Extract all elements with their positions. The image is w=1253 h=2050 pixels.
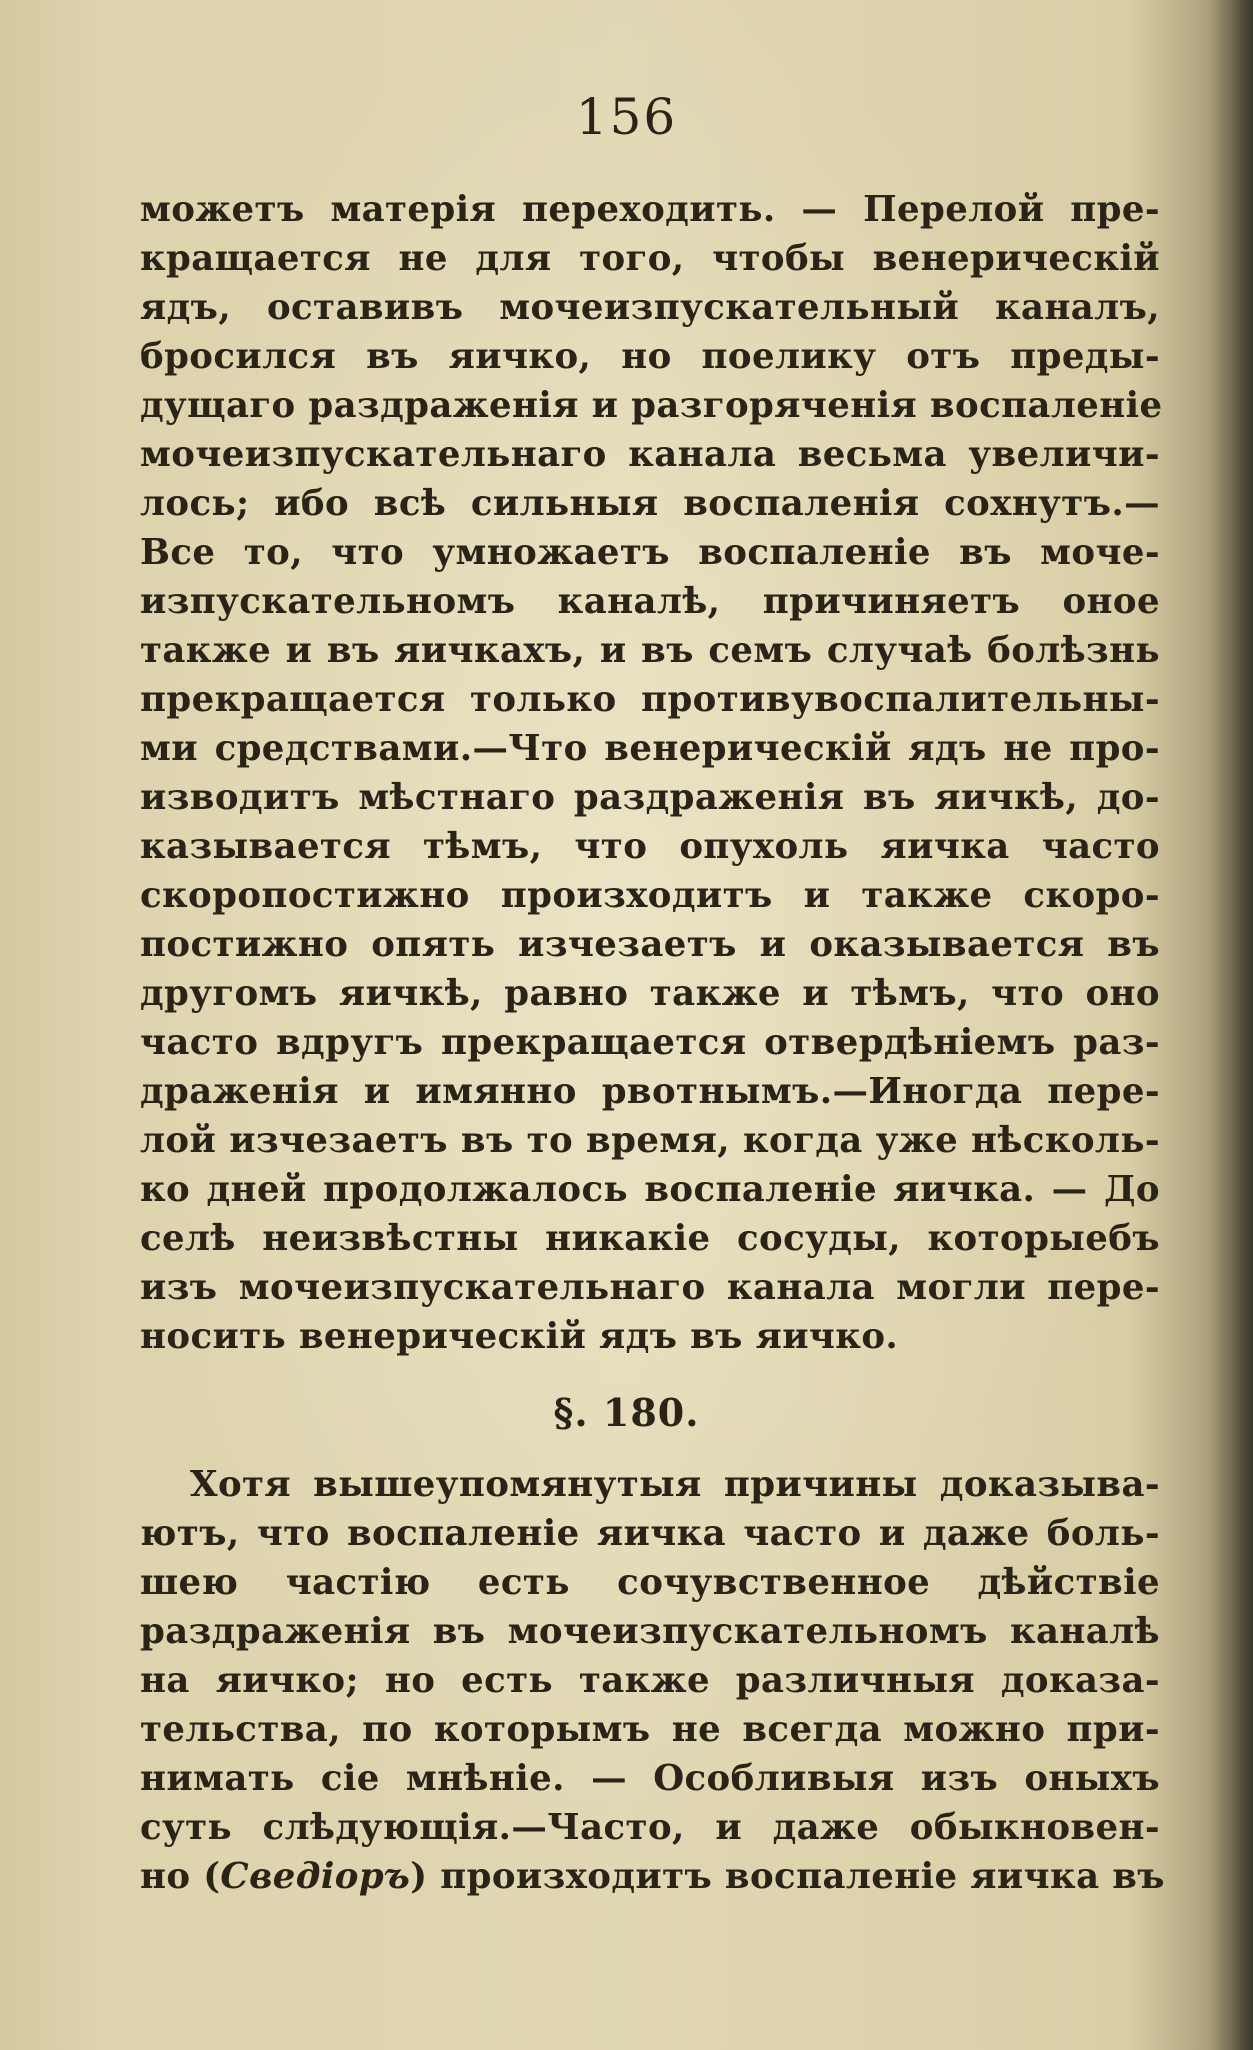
text-line: изпускательномъ каналѣ, причиняетъ оное <box>140 581 1160 622</box>
text-line: часто вдругъ прекращается отвердѣніемъ раз- <box>140 1022 1160 1063</box>
text-line: прекращается только противувоспалительны- <box>140 679 1160 720</box>
paragraph-section-180 <box>140 1460 1165 1901</box>
page-edge-shadow <box>1207 0 1253 2050</box>
text-line-final <box>140 1852 1165 1901</box>
text-line: суть слѣдующія.—Часто, и даже обыкновен- <box>140 1807 1160 1848</box>
page-number: 156 <box>575 88 678 146</box>
text-line: можетъ матерія переходить. — Перелой пре- <box>140 189 1160 230</box>
text-line: ютъ, что воспаленіе яичка часто и даже боль- <box>140 1513 1160 1554</box>
text-line: постижно опять изчезаетъ и оказывается въ <box>140 924 1160 965</box>
text-line: драженія и имянно рвотнымъ.—Иногда пере- <box>140 1071 1160 1112</box>
text-line: также и въ яичкахъ, и въ семъ случаѣ болѣзнь <box>140 630 1160 671</box>
text-line: скоропостижно произходитъ и также скоро- <box>140 875 1160 916</box>
author-name: Сведіоръ <box>220 1856 411 1897</box>
text-line: кращается не для того, чтобы венерическій <box>140 238 1160 279</box>
text-line: тельства, по которымъ не всегда можно при- <box>140 1709 1160 1750</box>
text-line: селѣ неизвѣстны никакіе сосуды, которыебъ <box>140 1218 1160 1259</box>
text-line: лой изчезаетъ въ то время, когда уже нѣсколь- <box>140 1120 1160 1161</box>
text-line: шею частію есть сочувственное дѣйствіе <box>140 1562 1160 1603</box>
text-line: нимать сіе мнѣніе. — Особливыя изъ оныхъ <box>140 1758 1160 1799</box>
text-line: ко дней продолжалось воспаленіе яичка. — До <box>140 1169 1160 1210</box>
text-line: дущаго раздраженія и разгоряченія воспаленіе <box>140 385 1163 426</box>
text-line: на яичко; но есть также различныя доказа- <box>140 1660 1160 1701</box>
text-line: раздраженія въ мочеизпускательномъ каналѣ <box>140 1611 1160 1652</box>
text-line: носить венерическій ядъ въ яичко. <box>140 1316 899 1357</box>
text-line: Все то, что умножаетъ воспаленіе въ моче- <box>140 532 1160 573</box>
section-heading: §. 180. <box>553 1390 700 1435</box>
text-line: казывается тѣмъ, что опухоль яичка часто <box>140 826 1160 867</box>
text-line: бросился въ яичко, но поелику отъ преды- <box>140 336 1160 377</box>
text-fragment: но ( <box>140 1856 221 1897</box>
text-line: изъ мочеизпускательнаго канала могли пере- <box>140 1267 1160 1308</box>
text-line: мочеизпускательнаго канала весьма увеличи- <box>140 434 1160 475</box>
text-line: ми средствами.—Что венерическій ядъ не про- <box>140 728 1160 769</box>
paragraph-continued <box>140 185 1163 1361</box>
text-line: ядъ, оставивъ мочеизпускательный каналъ, <box>140 287 1160 328</box>
text-line: другомъ яичкѣ, равно также и тѣмъ, что оно <box>140 973 1160 1014</box>
text-line: Хотя вышеупомянутыя причины доказыва- <box>190 1464 1160 1505</box>
text-fragment: ) произходитъ воспаленіе яичка въ <box>410 1856 1165 1897</box>
text-line: лось; ибо всѣ сильныя воспаленія сохнутъ.— <box>140 483 1160 524</box>
text-line: изводитъ мѣстнаго раздраженія въ яичкѣ, до- <box>140 777 1160 818</box>
